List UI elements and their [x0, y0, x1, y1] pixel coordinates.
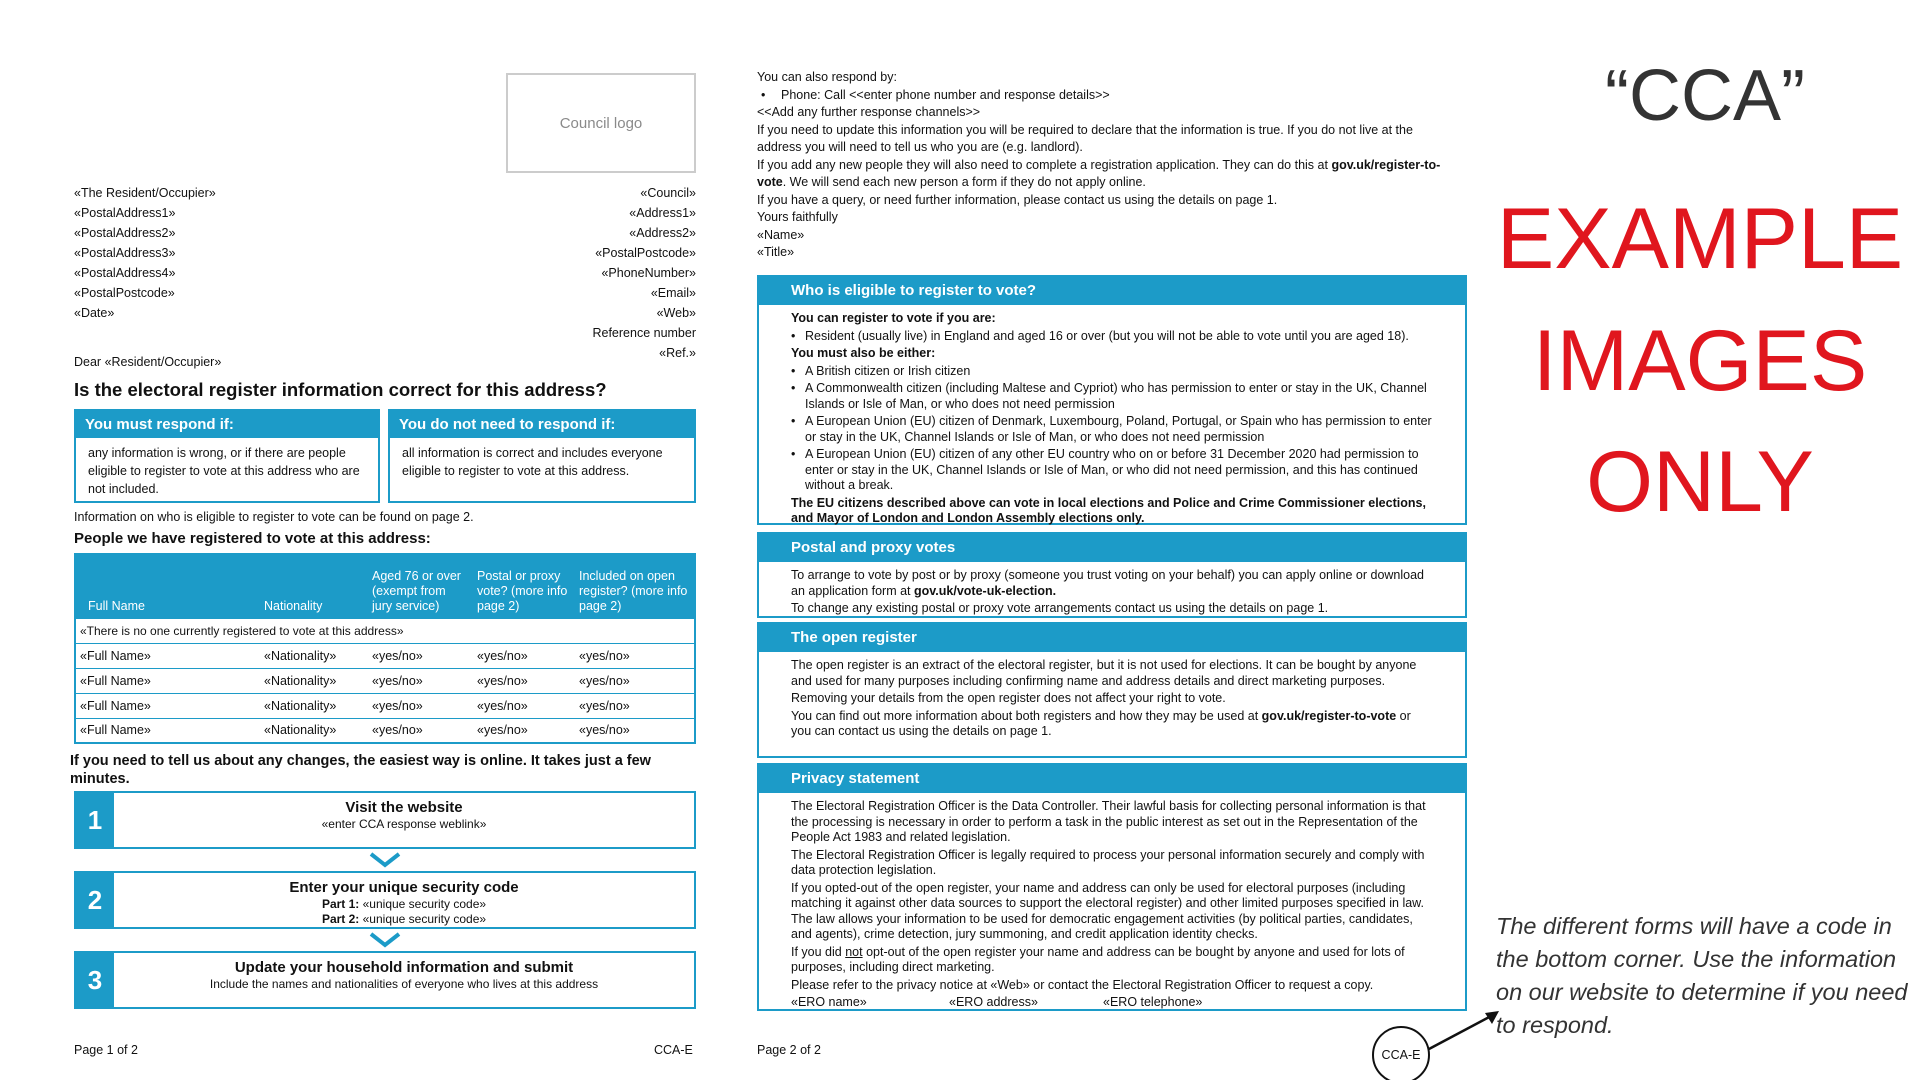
no-need-respond-text: all information is correct and includes everyone eligible to register to vote at this address.	[402, 446, 663, 478]
table-row-empty	[75, 618, 695, 643]
example-watermark-line: EXAMPLE	[1496, 191, 1904, 287]
council-line: «Address1»	[629, 206, 696, 220]
postal-proxy-section	[757, 532, 1467, 618]
phone-response: • Phone: Call <<enter phone number and response details>>	[757, 87, 1457, 105]
step-description: Include the names and nationalities of everyone who lives at this address	[209, 977, 599, 991]
column-header: Included on open register? (more info page 2)	[575, 554, 695, 618]
no-need-respond-box	[388, 409, 696, 503]
page-number: Page 2 of 2	[757, 1043, 821, 1057]
step-number: 3	[76, 953, 114, 1007]
can-register-heading: You can register to vote if you are:	[791, 311, 996, 325]
step-number: 2	[76, 873, 114, 927]
postal-text: To arrange to vote by post or by proxy (someone you trust voting on your behalf) you can apply online or download an application form at gov.uk/vote-uk-election.	[791, 568, 1425, 598]
cell-full-name: «Full Name»	[75, 643, 260, 668]
respond-by-text: You can also respond by:	[757, 70, 897, 84]
further-channels: <<Add any further response channels>>	[757, 105, 981, 119]
council-line: «Address2»	[629, 226, 696, 240]
table-row	[75, 643, 695, 668]
cell-postal-proxy: «yes/no»	[473, 693, 575, 718]
recipient-address	[74, 183, 334, 323]
signatory-title: «Title»	[757, 245, 795, 259]
cell-nationality: «Nationality»	[260, 693, 368, 718]
cell-full-name: «Full Name»	[75, 718, 260, 743]
cell-postal-proxy: «yes/no»	[473, 718, 575, 743]
step-title: Enter your unique security code	[289, 879, 519, 896]
sign-off: Yours faithfully	[757, 210, 838, 224]
query-text: If you have a query, or need further information, please contact us using the details on page 1.	[757, 192, 1278, 207]
council-line: «Council»	[640, 186, 696, 200]
must-be-heading: You must also be either:	[791, 346, 936, 360]
step-update-household	[74, 951, 696, 1009]
cell-open-register: «yes/no»	[575, 668, 695, 693]
response-weblink[interactable]: «enter CCA response weblink»	[321, 817, 487, 831]
eligibility-info-line: Information on who is eligible to register to vote can be found on page 2.	[74, 510, 474, 524]
cell-aged-76: «yes/no»	[368, 693, 473, 718]
step-number: 1	[76, 793, 114, 847]
recipient-line: «PostalAddress4»	[74, 266, 176, 280]
cell-nationality: «Nationality»	[260, 718, 368, 743]
table-row	[75, 668, 695, 693]
ero-address: «ERO address»	[949, 995, 1038, 1009]
privacy-text: If you opted-out of the open register, your name and address can only be used for electoral purposes (including matching it against other data sources to support the electoral register) and other limited purposes specified in law. The law allows your information to be used for democratic engagement activities (by political parties, candidates, and agents), crime detection, jury summoning, and credit application identity checks.	[791, 880, 1424, 941]
recipient-line: «PostalAddress2»	[74, 226, 176, 240]
chevron-down-icon	[368, 931, 402, 949]
salutation: Dear «Resident/Occupier»	[74, 355, 222, 369]
new-people-text: If you add any new people they will also need to complete a registration application. They can do this at gov.uk/register-to-vote. We will send each new person a form if they do not apply online.	[757, 157, 1441, 189]
council-line: Reference number	[592, 326, 696, 340]
council-line: «Email»	[650, 286, 696, 300]
ero-telephone: «ERO telephone»	[1103, 995, 1203, 1009]
eligibility-section	[757, 275, 1467, 525]
chevron-down-icon	[368, 851, 402, 869]
signatory-name: «Name»	[757, 227, 805, 242]
privacy-text: Please refer to the privacy notice at «Web» or contact the Electoral Registration Officer to request a copy.	[791, 977, 1374, 992]
section-heading: Privacy statement	[759, 765, 1465, 793]
column-header: Nationality	[260, 554, 368, 618]
letter-closing	[757, 69, 1457, 262]
security-code-part-1: Part 1: «unique security code»	[321, 897, 487, 911]
must-respond-title: You must respond if:	[76, 411, 378, 438]
online-changes-text: If you need to tell us about any changes, the easiest way is online. It takes just a few minutes.	[70, 753, 651, 787]
vote-election-link[interactable]: gov.uk/vote-uk-election.	[914, 583, 1057, 598]
column-header: Aged 76 or over (exempt from jury service)	[368, 554, 473, 618]
recipient-line: «PostalAddress3»	[74, 246, 176, 260]
recipient-line: «PostalPostcode»	[74, 286, 175, 300]
section-heading: Postal and proxy votes	[759, 534, 1465, 562]
open-register-section	[757, 622, 1467, 758]
column-header: Full Name	[75, 554, 260, 618]
arrow-icon	[1425, 1005, 1505, 1055]
list-item: • A Commonwealth citizen (including Maltese and Cypriot) who has permission to enter or stay in the UK, Channel Islands or Isle of Man, or who does not need permission	[791, 381, 1433, 412]
form-code: CCA-E	[654, 1043, 693, 1057]
table-row	[75, 718, 695, 743]
table-header-row	[75, 554, 695, 618]
ero-name: «ERO name»	[791, 995, 867, 1009]
privacy-text: The Electoral Registration Officer is legally required to process your personal information securely and comply with data protection legislation.	[791, 847, 1425, 877]
council-logo-placeholder: Council logo	[506, 73, 696, 173]
step-title: Update your household information and submit	[234, 959, 574, 976]
registered-people-heading: People we have registered to vote at this address:	[74, 530, 431, 547]
must-respond-box	[74, 409, 380, 503]
cell-postal-proxy: «yes/no»	[473, 643, 575, 668]
step-visit-website	[74, 791, 696, 849]
ero-contacts	[791, 995, 1433, 1011]
example-watermark-line: IMAGES	[1532, 313, 1868, 409]
section-heading: Who is eligible to register to vote?	[759, 277, 1465, 305]
form-code-highlight	[1372, 1026, 1430, 1080]
privacy-text: If you did not opt-out of the open register your name and address can be bought by anyone and used for lots of purposes, including direct marketing.	[791, 944, 1405, 974]
step-title: Visit the website	[345, 799, 463, 816]
privacy-section	[757, 763, 1467, 1011]
empty-register-note: «There is no one currently registered to vote at this address»	[75, 618, 695, 643]
cell-nationality: «Nationality»	[260, 668, 368, 693]
cell-open-register: «yes/no»	[575, 643, 695, 668]
security-code-part-2: Part 2: «unique security code»	[321, 912, 487, 926]
council-line: «PostalPostcode»	[595, 246, 696, 260]
list-item: • A European Union (EU) citizen of Denmark, Luxembourg, Poland, Portugal, or Spain who has permission to enter or stay in the UK, Channel Islands or Isle of Man, or who does not need permission	[791, 414, 1433, 445]
register-link[interactable]: gov.uk/register-to-vote	[1261, 708, 1397, 723]
form-type-label: “CCA”	[1605, 56, 1805, 136]
cell-open-register: «yes/no»	[575, 693, 695, 718]
no-need-respond-title: You do not need to respond if:	[390, 411, 694, 438]
recipient-line: «The Resident/Occupier»	[74, 186, 216, 200]
column-header: Postal or proxy vote? (more info page 2)	[473, 554, 575, 618]
list-item: • Resident (usually live) in England and aged 16 or over (but you will not be able to vote until you are aged 18).	[791, 329, 1433, 345]
page-number: Page 1 of 2	[74, 1043, 138, 1057]
update-info-text: If you need to update this information you will be required to declare that the information is true. If you do not live at the address you will need to tell us who you are (e.g. landlord).	[757, 122, 1413, 154]
cell-aged-76: «yes/no»	[368, 643, 473, 668]
step-security-code	[74, 871, 696, 929]
must-respond-text: any information is wrong, or if there are people eligible to register to vote at this address who are not included.	[88, 446, 360, 496]
form-code-note: The different forms will have a code in the bottom corner. Use the information on our website to determine if you need to respond.	[1496, 913, 1908, 1038]
open-register-text: Removing your details from the open register does not affect your right to vote.	[791, 691, 1226, 705]
page-title: Is the electoral register information correct for this address?	[74, 379, 607, 400]
council-line: «Ref.»	[659, 346, 696, 360]
cell-full-name: «Full Name»	[75, 668, 260, 693]
table-row	[75, 693, 695, 718]
eu-citizens-note: The EU citizens described above can vote in local elections and Police and Crime Commissioner elections, and Mayor of London and London Assembly elections only.	[791, 495, 1426, 525]
registered-people-table	[74, 553, 696, 744]
section-heading: The open register	[759, 624, 1465, 652]
cell-nationality: «Nationality»	[260, 643, 368, 668]
open-register-text: You can find out more information about both registers and how they may be used at gov.uk/register-to-vote or you can contact us using the details on page 1.	[791, 708, 1411, 738]
postal-change-text: To change any existing postal or proxy vote arrangements contact us using the details on page 1.	[791, 601, 1329, 615]
list-item: • A British citizen or Irish citizen	[791, 364, 1433, 380]
cell-full-name: «Full Name»	[75, 693, 260, 718]
list-item: • A European Union (EU) citizen of any other EU country who on or before 31 December 2020 had permission to enter or stay in the UK, Channel Islands or Isle of Man, or who did not need permission, and this has continued without a break.	[791, 447, 1433, 494]
recipient-line: «Date»	[74, 306, 115, 320]
cell-aged-76: «yes/no»	[368, 668, 473, 693]
council-address	[480, 183, 696, 363]
open-register-text: The open register is an extract of the electoral register, but it is not used for elections. It can be bought by anyone and used for many purposes including confirming name and address details and direct marketing purposes.	[791, 658, 1417, 688]
council-line: «PhoneNumber»	[601, 266, 696, 280]
recipient-line: «PostalAddress1»	[74, 206, 176, 220]
example-watermark-line: ONLY	[1586, 434, 1814, 530]
cell-aged-76: «yes/no»	[368, 718, 473, 743]
cell-postal-proxy: «yes/no»	[473, 668, 575, 693]
form-code: CCA-E	[1381, 1048, 1421, 1062]
register-link[interactable]: gov.uk/register-to-vote	[757, 157, 1441, 189]
council-line: «Web»	[656, 306, 696, 320]
privacy-text: The Electoral Registration Officer is the Data Controller. Their lawful basis for collecting personal information is that the processing is necessary in order to perform a task in the public interest as set out in the Representation of the People Act 1983 and related legislation.	[791, 799, 1426, 844]
cell-open-register: «yes/no»	[575, 718, 695, 743]
